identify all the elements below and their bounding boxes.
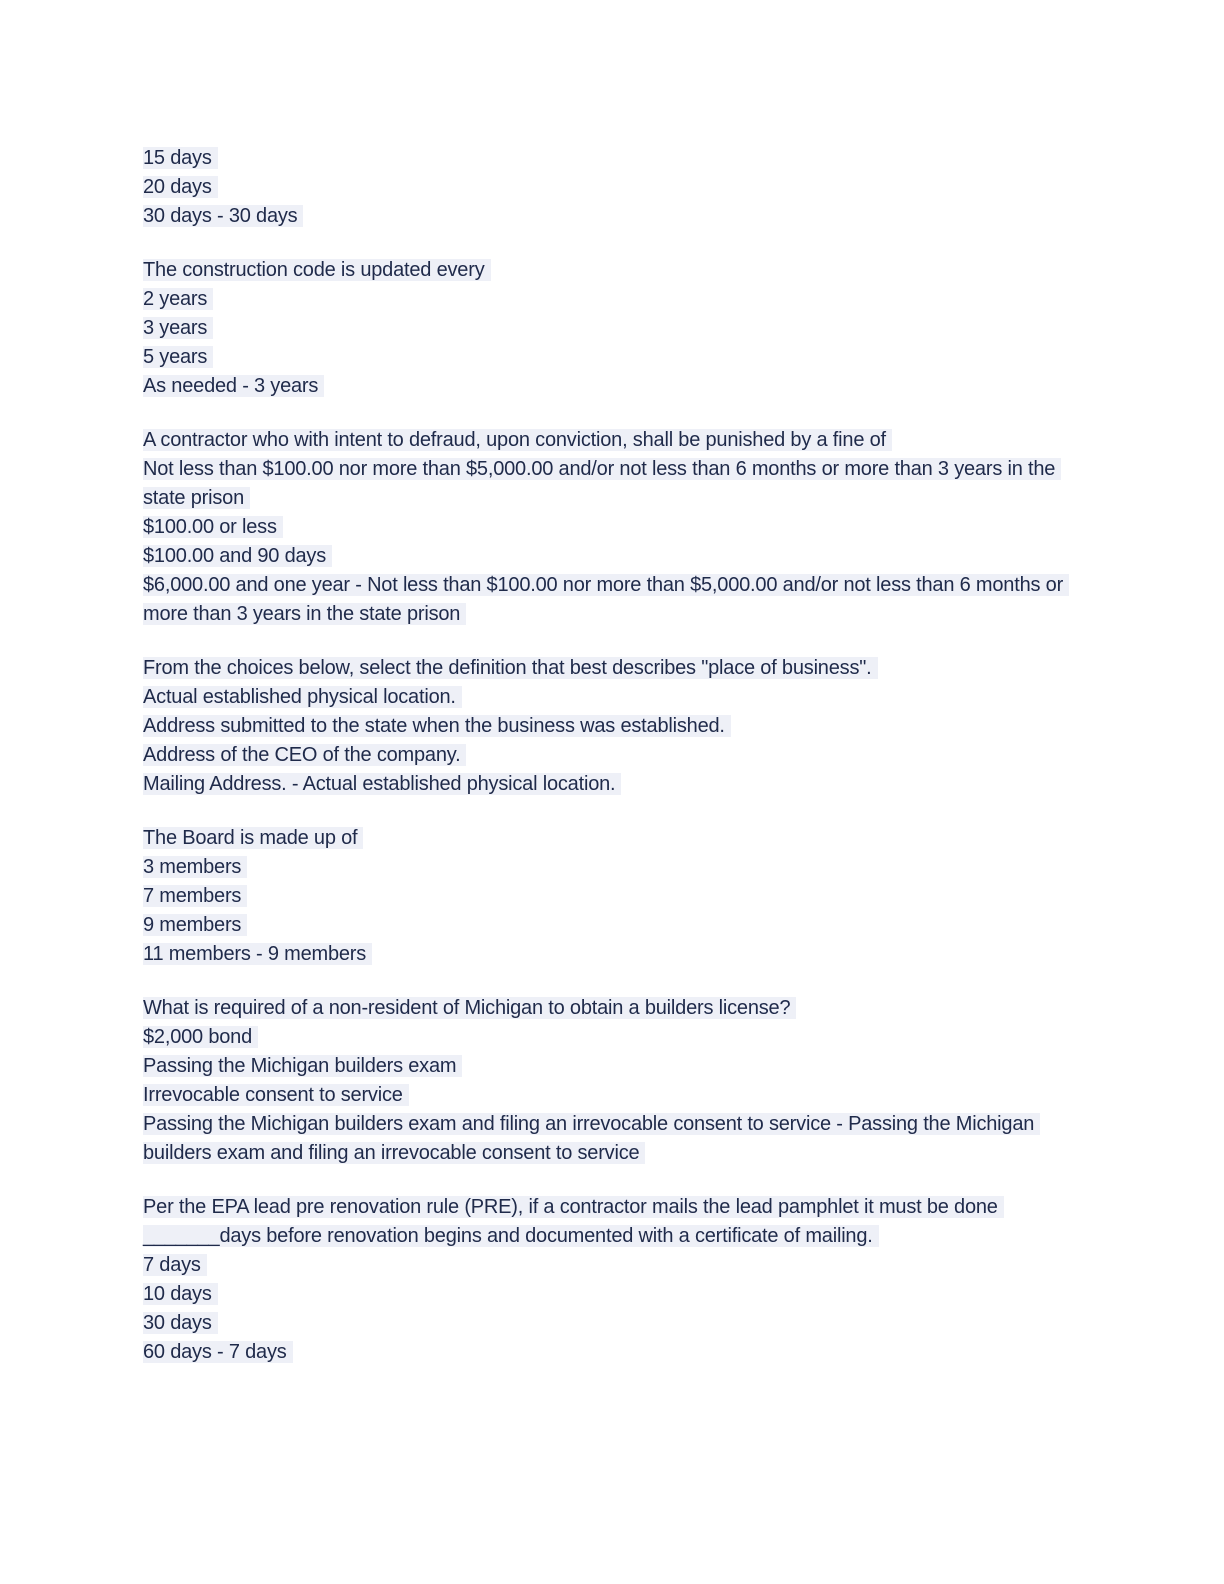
question-block-3 — [143, 426, 1083, 629]
answer-option: $2,000 bond — [143, 1023, 1083, 1052]
answer-option: 15 days — [143, 144, 1083, 173]
answer-option: 9 members — [143, 911, 1083, 940]
answer-line: Passing the Michigan builders exam and filing an irrevocable consent to service - Passing the Michigan builders exam and filing an irrevocable consent to service — [143, 1110, 1083, 1168]
answer-option: Irrevocable consent to service — [143, 1081, 1083, 1110]
answer-option: 30 days — [143, 1309, 1083, 1338]
answer-option: Address of the CEO of the company. — [143, 741, 1083, 770]
answer-option: Actual established physical location. — [143, 683, 1083, 712]
question-block-4 — [143, 654, 1083, 799]
answer-line: $6,000.00 and one year - Not less than $100.00 nor more than $5,000.00 and/or not less than 6 months or more than 3 years in the state prison — [143, 571, 1083, 629]
answer-line: 60 days - 7 days — [143, 1338, 1083, 1367]
answer-option: $100.00 or less — [143, 513, 1083, 542]
answer-option: Address submitted to the state when the business was established. — [143, 712, 1083, 741]
answer-option: 5 years — [143, 343, 1083, 372]
question-text: The construction code is updated every — [143, 256, 1083, 285]
question-block-6 — [143, 994, 1083, 1168]
answer-option: 3 years — [143, 314, 1083, 343]
question-block-2 — [143, 256, 1083, 401]
answer-option: 20 days — [143, 173, 1083, 202]
answer-line: Mailing Address. - Actual established physical location. — [143, 770, 1083, 799]
answer-option: 2 years — [143, 285, 1083, 314]
question-block-5 — [143, 824, 1083, 969]
answer-line: 11 members - 9 members — [143, 940, 1083, 969]
answer-option: 10 days — [143, 1280, 1083, 1309]
question-text: A contractor who with intent to defraud, upon conviction, shall be punished by a fine of — [143, 426, 1083, 455]
answer-option: 7 members — [143, 882, 1083, 911]
question-text: Per the EPA lead pre renovation rule (PRE), if a contractor mails the lead pamphlet it must be done _______days before renovation begins and documented with a certificate of mailing. — [143, 1193, 1083, 1251]
question-block-7 — [143, 1193, 1083, 1367]
question-text: What is required of a non-resident of Michigan to obtain a builders license? — [143, 994, 1083, 1023]
question-text: From the choices below, select the definition that best describes "place of business". — [143, 654, 1083, 683]
answer-option: $100.00 and 90 days — [143, 542, 1083, 571]
answer-option: Not less than $100.00 nor more than $5,000.00 and/or not less than 6 months or more than 3 years in the state prison — [143, 455, 1083, 513]
answer-line: 30 days - 30 days — [143, 202, 1083, 231]
answer-option: Passing the Michigan builders exam — [143, 1052, 1083, 1081]
question-block-1 — [143, 144, 1083, 231]
answer-option: 3 members — [143, 853, 1083, 882]
question-text: The Board is made up of — [143, 824, 1083, 853]
answer-line: As needed - 3 years — [143, 372, 1083, 401]
document-page — [143, 144, 1083, 1392]
answer-option: 7 days — [143, 1251, 1083, 1280]
